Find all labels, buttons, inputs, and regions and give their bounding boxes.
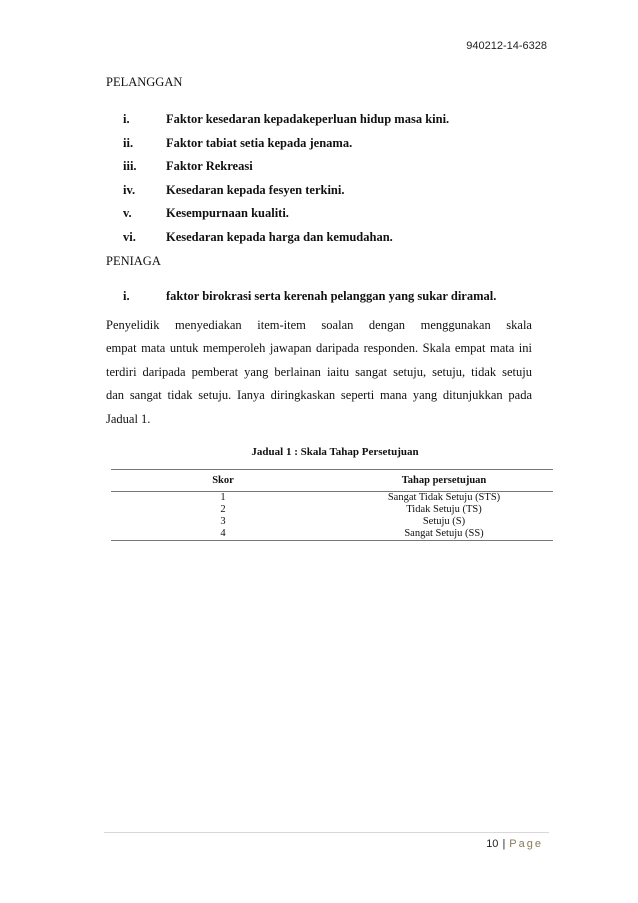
table xyxy=(111,469,553,541)
page-word: Page xyxy=(509,838,543,850)
agreement-scale-table xyxy=(111,445,553,541)
list-item-number: i. xyxy=(123,289,130,303)
list-item-text: Faktor kesedaran kepadakeperluan hidup masa kini. xyxy=(166,112,450,126)
list-item-text: Kesempurnaan kualiti. xyxy=(166,206,289,220)
paragraph-line: Jadual 1. xyxy=(106,411,151,426)
cell-skor: 1 xyxy=(220,492,226,503)
list-item-text: Kesedaran kepada harga dan kemudahan. xyxy=(166,229,393,244)
table-row xyxy=(111,492,553,505)
list-item-number: iv. xyxy=(123,182,136,197)
paragraph-line: dan sangat tidak setuju. Ianya diringkaskan seperti mana yang ditunjukkan pada xyxy=(106,388,532,403)
list-item-number: ii. xyxy=(123,135,134,150)
list-item-number: v. xyxy=(123,206,132,220)
paragraph-line: Penyelidik menyediakan item-item soalan dengan menggunakan skala xyxy=(106,318,532,332)
section-heading-pelanggan: PELANGGAN xyxy=(106,75,183,89)
table-row xyxy=(111,504,553,516)
footer-separator: | xyxy=(502,838,506,850)
cell-tahap: Sangat Tidak Setuju (STS) xyxy=(387,492,501,503)
list-item-number: iii. xyxy=(123,159,137,173)
column-header-tahap: Tahap persetujuan xyxy=(335,470,553,492)
cell-skor: 2 xyxy=(220,504,226,515)
list-item-number: i. xyxy=(123,112,130,126)
cell-tahap: Sangat Setuju (SS) xyxy=(335,528,553,541)
table-row xyxy=(111,528,553,541)
page-number: 10 xyxy=(486,838,499,850)
list-item-text: faktor birokrasi serta kerenah pelanggan yang sukar diramal. xyxy=(166,289,497,303)
table-caption: Jadual 1 : Skala Tahap Persetujuan xyxy=(251,446,419,458)
paragraph-line: empat mata untuk memperoleh jawapan daripada responden. Skala empat mata ini xyxy=(106,341,532,356)
cell-skor: 3 xyxy=(220,516,226,527)
cell-tahap: Tidak Setuju (TS) xyxy=(406,504,482,515)
list-item-text: Faktor tabiat setia kepada jenama. xyxy=(166,135,353,150)
table-header-row xyxy=(111,470,553,492)
table-row xyxy=(111,516,553,528)
column-header-skor: Skor xyxy=(111,470,335,492)
cell-skor: 4 xyxy=(111,528,335,541)
list-item-text: Faktor Rekreasi xyxy=(166,159,253,173)
paragraph-line: terdiri daripada pemberat yang berlainan iaitu sangat setuju, setuju, tidak setuju xyxy=(106,364,532,379)
body-paragraph xyxy=(106,318,532,435)
list-item-text: Kesedaran kepada fesyen terkini. xyxy=(166,182,345,197)
document-id: 940212-14-6328 xyxy=(466,40,547,52)
section-heading-peniaga: PENIAGA xyxy=(106,254,161,268)
footer-divider xyxy=(104,832,549,833)
page-footer xyxy=(486,838,543,850)
list-item-number: vi. xyxy=(123,229,136,244)
cell-tahap: Setuju (S) xyxy=(422,516,466,527)
